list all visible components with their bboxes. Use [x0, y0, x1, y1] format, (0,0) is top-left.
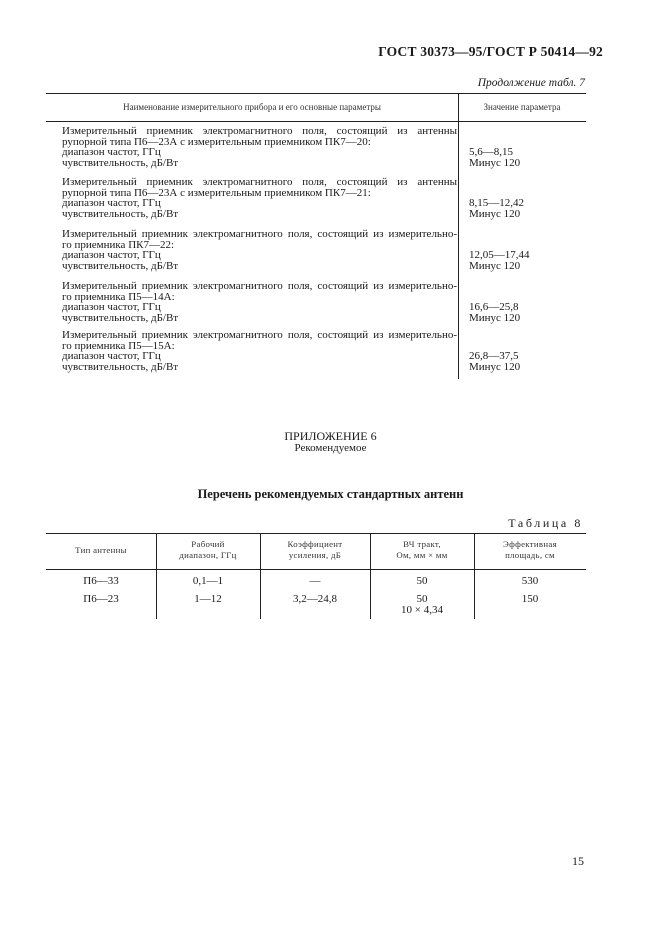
list-title: Перечень рекомендуемых стандартных антенн — [197, 487, 464, 501]
table-continuation-label: Продолжение табл. 7 — [477, 77, 585, 89]
table-8-header-hf: ВЧ тракт, Ом, мм × мм — [396, 539, 448, 560]
table-row-values: 12,05—17,44 Минус 120 — [469, 249, 530, 272]
table-8-top-rule — [46, 533, 586, 534]
table-8-header-rule — [46, 569, 586, 570]
table-row: Измерительный приемник электромагнитного поля, состоящий из измерительно- го приемника ПК7—22: диапазон частот, ГГц чувствительность, дБ/Вт — [62, 228, 457, 272]
page-number: 15 — [572, 854, 584, 868]
table-8-header-range: Рабочий диапазон, ГГц — [179, 539, 237, 560]
table-row: Измерительный приемник электромагнитного поля, состоящий из измерительно- го приемника П5—14А: диапазон частот, ГГц чувствительность, дБ/Вт — [62, 280, 457, 324]
table-8-header-area: Эффективная площадь, см — [503, 539, 557, 560]
table-8-label: Таблица 8 — [508, 516, 583, 530]
table-7-header-rule — [46, 121, 586, 122]
table-row-values: 26,8—37,5 Минус 120 — [469, 350, 521, 373]
appendix-subtitle: Рекомендуемое — [294, 442, 367, 454]
table-row: Измерительный приемник электромагнитного поля, состоящий из антенны рупорной типа П6—23А с измерительным приемником ПК7—21: диапазон частот, ГГц чувствительность, дБ/Вт — [62, 176, 457, 220]
table-7-column-divider — [458, 93, 459, 379]
appendix-title: ПРИЛОЖЕНИЕ 6 — [284, 429, 377, 443]
table-row: Измерительный приемник электромагнитного поля, состоящий из антенны рупорной типа П6—23А с измерительным приемником ПК7—20: диапазон частот, ГГц чувствительность, дБ/Вт — [62, 125, 457, 169]
table-7-header-param: Наименование измерительного прибора и его основные параметры — [123, 102, 381, 112]
table-row: Измерительный приемник электромагнитного поля, состоящий из измерительно- го приемника П5—15А: диапазон частот, ГГц чувствительность, дБ/Вт — [62, 329, 457, 373]
table-7-top-rule — [46, 93, 586, 94]
table-8-header-gain: Коэффициент усиления, дБ — [287, 539, 343, 560]
document-header: ГОСТ 30373—95/ГОСТ Р 50414—92 — [378, 44, 603, 59]
table-8-header-type: Тип антенны — [75, 545, 127, 555]
table-row-values: 8,15—12,42 Минус 120 — [469, 197, 524, 220]
table-row-values: 16,6—25,8 Минус 120 — [469, 301, 521, 324]
table-row-values: 5,6—8,15 Минус 120 — [469, 146, 521, 169]
table-7-header-value: Значение параметра — [483, 102, 561, 112]
